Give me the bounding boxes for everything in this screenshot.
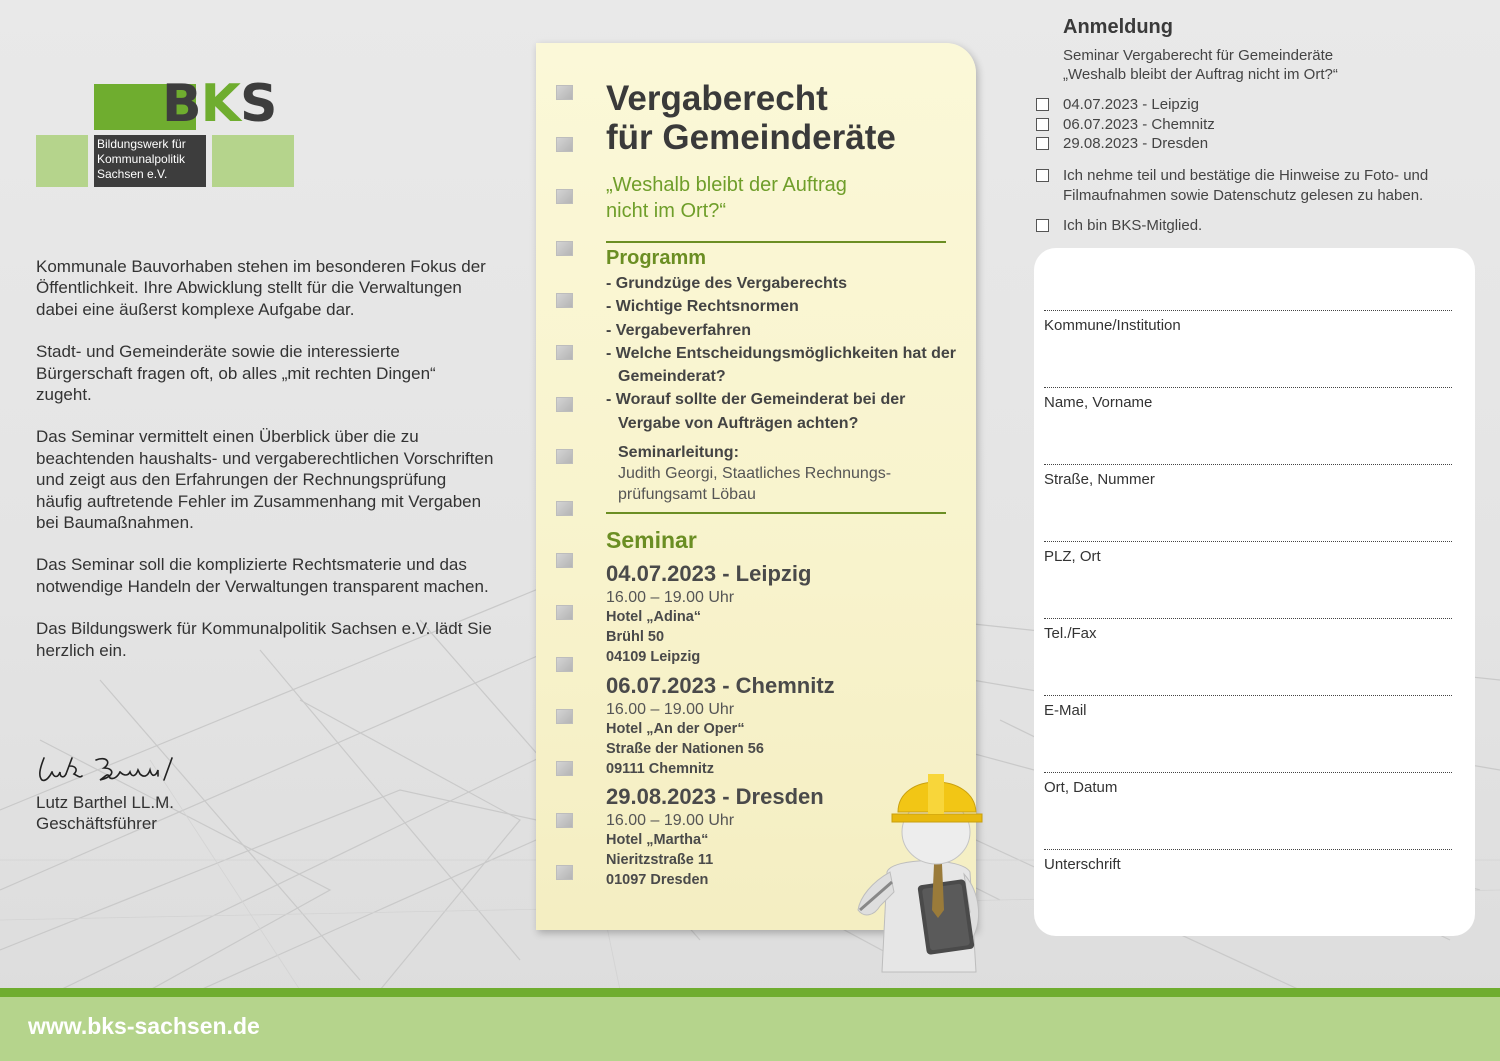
- construction-worker-icon: [852, 732, 1002, 992]
- checkbox-label: Ich nehme teil und bestätige die Hinweise zu Foto- und Filmaufnahmen sowie Datenschutz gelesen zu haben.: [1063, 167, 1429, 204]
- field-line[interactable]: [1044, 618, 1452, 619]
- leitung-text: Judith Georgi, Staatliches Rechnungs-: [618, 465, 892, 482]
- footer: [0, 997, 1500, 1061]
- checkbox-label: 29.08.2023 - Dresden: [1063, 135, 1209, 152]
- seminar-heading: Seminar: [606, 527, 697, 553]
- intro-paragraph: Das Bildungswerk für Kommunalpolitik Sachsen e.V. lädt Sie herzlich ein.: [36, 619, 492, 660]
- option-dresden[interactable]: [1036, 134, 1453, 154]
- field-email[interactable]: [1044, 695, 1452, 719]
- event-street: Brühl 50: [606, 629, 665, 645]
- programm-item: - Worauf sollte der Gemeinderat bei der Vergabe von Aufträgen achten?: [606, 388, 956, 435]
- signer-name: Lutz Barthel LL.M.: [36, 793, 174, 812]
- logo-subtitle-line: Bildungswerk für: [97, 137, 186, 151]
- divider: [606, 512, 946, 514]
- checkbox[interactable]: [1036, 98, 1049, 111]
- event-city: 09111 Chemnitz: [606, 761, 714, 777]
- field-line[interactable]: [1044, 772, 1452, 773]
- event-date: 29.08.2023 - Dresden: [606, 784, 824, 809]
- logo-block-light-left: [36, 135, 88, 187]
- programm-item: - Wichtige Rechtsnormen: [606, 295, 956, 318]
- event-time: 16.00 – 19.00 Uhr: [606, 589, 735, 606]
- logo-letter-k: K: [200, 74, 240, 134]
- signature-icon: [36, 752, 216, 786]
- checkbox-label: 04.07.2023 - Leipzig: [1063, 96, 1199, 113]
- binding-hole: [556, 85, 573, 100]
- field-label: E-Mail: [1044, 702, 1087, 719]
- registration-title: Anmeldung: [1063, 16, 1173, 38]
- registration-subtitle-line: Seminar Vergaberecht für Gemeinderäte: [1063, 47, 1334, 64]
- divider: [606, 241, 946, 243]
- binding-hole: [556, 345, 573, 360]
- seminar-title-line: für Gemeinderäte: [606, 118, 896, 157]
- event-hotel: Hotel „Adina“: [606, 609, 702, 625]
- event-street: Straße der Nationen 56: [606, 741, 764, 757]
- field-kommune[interactable]: [1044, 310, 1452, 334]
- leitung-label: Seminarleitung:: [618, 444, 739, 461]
- seminar-subtitle: [606, 172, 966, 224]
- field-ort-datum[interactable]: [1044, 772, 1452, 796]
- binding-hole: [556, 709, 573, 724]
- checkbox[interactable]: [1036, 118, 1049, 131]
- checkbox[interactable]: [1036, 137, 1049, 150]
- registration-subtitle: [1063, 46, 1463, 84]
- seminar-leitung: [618, 442, 958, 505]
- option-leipzig[interactable]: [1036, 95, 1453, 115]
- option-consent[interactable]: [1036, 166, 1453, 205]
- field-plz[interactable]: [1044, 541, 1452, 565]
- field-strasse[interactable]: [1044, 464, 1452, 488]
- field-line[interactable]: [1044, 464, 1452, 465]
- intro-text: [36, 256, 496, 682]
- field-name[interactable]: [1044, 387, 1452, 411]
- seminar-subtitle-line: „Weshalb bleibt der Auftrag: [606, 174, 847, 196]
- signer-block: [36, 792, 174, 834]
- event-city: 04109 Leipzig: [606, 649, 701, 665]
- field-tel[interactable]: [1044, 618, 1452, 642]
- binding-hole: [556, 761, 573, 776]
- programm-list: [606, 272, 956, 435]
- field-label: Kommune/Institution: [1044, 317, 1181, 334]
- event-date: 04.07.2023 - Leipzig: [606, 561, 812, 586]
- binding-hole: [556, 189, 573, 204]
- binding-hole: [556, 605, 573, 620]
- option-member[interactable]: [1036, 216, 1453, 236]
- leitung-text: prüfungsamt Löbau: [618, 486, 756, 503]
- event-date: 06.07.2023 - Chemnitz: [606, 673, 835, 698]
- option-chemnitz[interactable]: [1036, 115, 1453, 135]
- logo-letters: [162, 76, 276, 132]
- programm-item: - Grundzüge des Vergaberechts: [606, 272, 956, 295]
- intro-paragraph: Das Seminar vermittelt einen Überblick über die zu beachtenden haushalts- und vergaberechtlichen Vorschriften und zeigt aus den Erfahrungen der Rechnungsprüfung häufig auftretende Fehler im Zusammenhang mit Vergaben bei Baumaßnahmen.: [36, 427, 494, 533]
- event-hotel: Hotel „Martha“: [606, 832, 709, 848]
- field-label: Ort, Datum: [1044, 779, 1118, 796]
- field-label: Tel./Fax: [1044, 625, 1097, 642]
- signer-role: Geschäftsführer: [36, 814, 157, 833]
- event-leipzig: [606, 560, 956, 667]
- checkbox[interactable]: [1036, 219, 1049, 232]
- registration-subtitle-line: „Weshalb bleibt der Auftrag nicht im Ort?“: [1063, 66, 1338, 83]
- programm-heading: Programm: [606, 247, 707, 269]
- binding-hole: [556, 813, 573, 828]
- programm-item: - Welche Entscheidungsmöglichkeiten hat der Gemeinderat?: [606, 342, 956, 389]
- logo-subtitle-line: Kommunalpolitik: [97, 152, 186, 166]
- footer-accent-line: [0, 988, 1500, 997]
- field-unterschrift[interactable]: [1044, 849, 1452, 873]
- logo-subtitle: [97, 137, 205, 182]
- registration-form: [1034, 248, 1475, 936]
- field-line[interactable]: [1044, 849, 1452, 850]
- logo-letter-s: S: [239, 74, 277, 134]
- intro-paragraph: Kommunale Bauvorhaben stehen im besonderen Fokus der Öffentlichkeit. Ihre Abwicklung stellt für die Verwaltungen dabei eine äußerst komplexe Aufgabe dar.: [36, 257, 486, 319]
- intro-paragraph: Das Seminar soll die komplizierte Rechtsmaterie und das notwendige Handeln der Verwaltungen transparent machen.: [36, 555, 489, 596]
- field-line[interactable]: [1044, 695, 1452, 696]
- checkbox-label: Ich bin BKS-Mitglied.: [1063, 217, 1203, 234]
- intro-paragraph: Stadt- und Gemeinderäte sowie die interessierte Bürgerschaft fragen oft, ob alles „mit rechten Dingen“ zugeht.: [36, 342, 436, 405]
- field-label: Name, Vorname: [1044, 394, 1153, 411]
- logo-block-light-right: [212, 135, 294, 187]
- field-line[interactable]: [1044, 310, 1452, 311]
- event-hotel: Hotel „An der Oper“: [606, 721, 745, 737]
- checkbox-label: 06.07.2023 - Chemnitz: [1063, 116, 1215, 133]
- seminar-title-line: Vergaberecht: [606, 79, 828, 118]
- binding-hole: [556, 293, 573, 308]
- bks-logo: [36, 74, 296, 188]
- seminar-title: [606, 79, 966, 157]
- binding-hole: [556, 865, 573, 880]
- field-line[interactable]: [1044, 541, 1452, 542]
- event-time: 16.00 – 19.00 Uhr: [606, 812, 735, 829]
- event-city: 01097 Dresden: [606, 872, 709, 888]
- event-time: 16.00 – 19.00 Uhr: [606, 701, 735, 718]
- binding-hole: [556, 553, 573, 568]
- logo-subtitle-line: Sachsen e.V.: [97, 167, 168, 181]
- binding-hole: [556, 397, 573, 412]
- event-street: Nieritzstraße 11: [606, 852, 714, 868]
- binding-hole: [556, 137, 573, 152]
- logo-letter-b: B: [162, 74, 201, 134]
- field-label: Unterschrift: [1044, 856, 1121, 873]
- website-link[interactable]: www.bks-sachsen.de: [28, 1013, 260, 1039]
- field-label: Straße, Nummer: [1044, 471, 1155, 488]
- checkbox[interactable]: [1036, 169, 1049, 182]
- programm-item: - Vergabeverfahren: [606, 319, 956, 342]
- binding-hole: [556, 657, 573, 672]
- binding-hole: [556, 241, 573, 256]
- field-line[interactable]: [1044, 387, 1452, 388]
- binding-hole: [556, 449, 573, 464]
- seminar-subtitle-line: nicht im Ort?“: [606, 200, 727, 222]
- field-label: PLZ, Ort: [1044, 548, 1101, 565]
- binding-hole: [556, 501, 573, 516]
